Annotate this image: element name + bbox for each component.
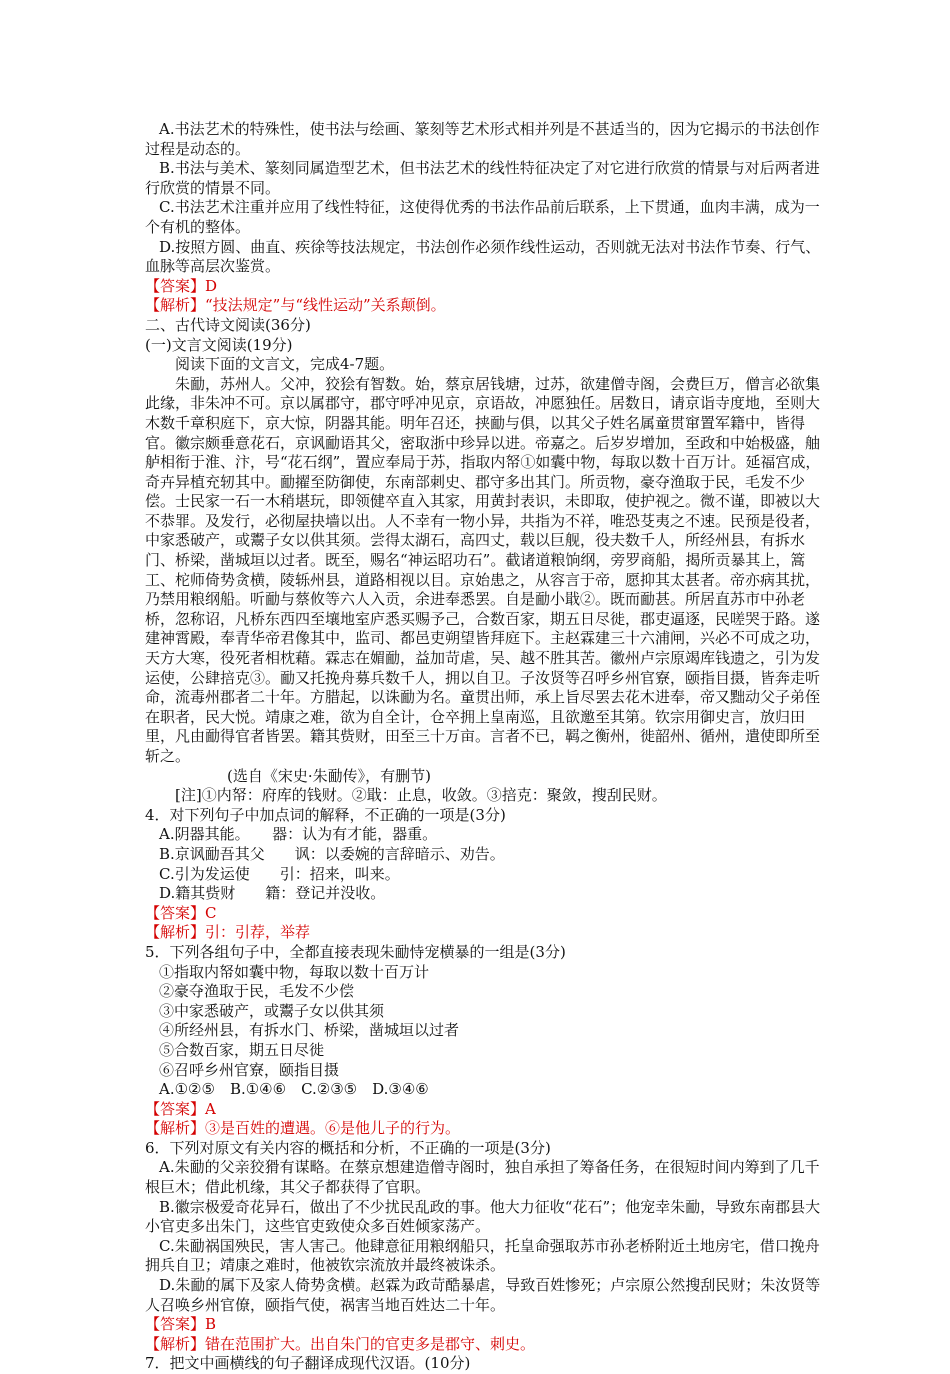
q4-option-c: C.引为发运使 引：招来，叫来。 bbox=[159, 864, 400, 883]
q4-option-b: B.京讽勔吾其父 讽：以委婉的言辞暗示、劝告。 bbox=[159, 844, 505, 863]
q6-option-c: C.朱勔祸国殃民，害人害己。他肆意征用粮纲船只，托皇命强取苏市孙老桥附近土地房宅，借口挽舟拥兵自卫；靖康之难时，他被钦宗流放并最终被诛杀。 bbox=[145, 1236, 820, 1275]
q3-option-d: D.按照方圆、曲直、疾徐等技法规定，书法创作必须作线性运动，否则就无法对书法作节奏、行气、血脉等高层次鉴赏。 bbox=[145, 237, 821, 276]
section2-heading: 二、古代诗文阅读(36分) bbox=[145, 315, 311, 334]
passage-notes: [注]①内帑：府库的钱财。②戢：止息，收敛。③掊克：聚敛，搜刮民财。 bbox=[175, 786, 667, 805]
q7-stem: 7．把文中画横线的句子翻译成现代汉语。(10分) bbox=[145, 1354, 471, 1373]
q4-stem: 4．对下列句子中加点词的解释，不正确的一项是(3分) bbox=[145, 805, 506, 824]
document-page bbox=[145, 120, 825, 1374]
q3-option-c: C.书法艺术注重并应用了线性特征，这使得优秀的书法作品前后联系，上下贯通，血肉丰满，成为一个有机的整体。 bbox=[145, 198, 820, 236]
q5-analysis: 【解析】③是百姓的遭遇。⑥是他儿子的行为。 bbox=[145, 1119, 461, 1138]
q5-item-6: ⑥召呼乡州官寮，颐指目摄 bbox=[159, 1060, 340, 1079]
q6-option-a: A.朱勔的父亲狡猾有谋略。在蔡京想建造僧寺阁时，独自承担了筹备任务，在很短时间内筹到了几千根巨木；借此机缘，其父子都获得了官职。 bbox=[145, 1158, 820, 1197]
q5-item-4: ④所经州县，有拆水门、桥梁，凿城垣以过者 bbox=[159, 1021, 460, 1040]
q4-option-d: D.籍其赀财 籍：登记并没收。 bbox=[159, 884, 386, 903]
q5-item-5: ⑤合数百家，期五日尽徙 bbox=[159, 1040, 325, 1059]
q4-analysis: 【解析】引：引荐，举荐 bbox=[145, 923, 311, 942]
q6-answer: 【答案】B bbox=[145, 1315, 217, 1334]
classical-passage: 朱勔，苏州人。父冲，狡狯有智数。始，蔡京居钱塘，过苏，欲建僧寺阁，会费巨万，僧言必欲集此缘，非朱冲不可。京以属郡守，郡守呼冲见京，京语故，冲愿独任。居数日，请京诣寺度地，至则大木数千章积庭下，京大惊，阴器其能。明年召还，挟勔与俱，以其父子姓名属童贯窜置军籍中，皆得官。徽宗颇垂意花石，京讽勔语其父，密取浙中珍异以进。帝嘉之。后岁岁增加，至政和中始极盛，舳舻相衔于淮、汴，号“花石纲”，置应奉局于苏，指取内帑①如囊中物，每取以数十百万计。延福宫成，奇卉异植充轫其中。勔擢至防御使，东南部刺史、郡守多出其门。所贡物，豪夺渔取于民，毛发不少偿。士民家一石一木稍堪玩，即领健卒直入其家，用黄封表识，未即取，使护视之。微不谨，即被以大不恭罪。及发行，必彻屋抉墙以出。人不幸有一物小异，共指为不祥，唯恐芟夷之不速。民预是役者，中家悉破产，或鬻子女以供其须。尝得太湖石，高四丈，载以巨舰，役夫数千人，所经州县，有拆水门、桥梁，凿城垣以过者。既至，赐名“神运昭功石”。截诸道粮饷纲，旁罗商船，揭所贡暴其上，篙工、柁师倚势贪横，陵轹州县，道路相视以目。京始患之，从容言于帝，愿抑其太甚者。帝亦病其扰，乃禁用粮纲船。听勔与蔡攸等六人入贡，余进奉悉罢。自是勔小戢②。既而勔甚。所居直苏市中孙老桥，忽称诏，凡桥东西四至壤地室庐悉买赐予己，合数百家，期五日尽徙，郡吏逼逐，民嗟哭于路。遂建神霄殿，奉青华帝君像其中，监司、都邑吏朔望皆拜庭下。主赵霖建三十六浦闸，兴必不可成之功，天方大寒，役死者相枕藉。霖志在媚勔，益加苛虐，吴、越不胜其苦。徽州卢宗原竭库钱遗之，引为发运使，公肆掊克③。勔又托挽舟募兵数千人，拥以自卫。子汝贤等召呼乡州官寮，颐指目摄，皆奔走听命，流毒州郡者二十年。方腊起，以诛勔为名。童贯出师，承上旨尽罢去花木进奉，帝又黜动父子弟侄在职者，民大悦。靖康之难，欲为自全计，仓卒拥上皇南巡，且欲邀至其第。钦宗用御史言，放归田里，凡由勔得官者皆罢。籍其赀财，田至三十万亩。言者不已，羁之衡州，徙韶州、循州，遣使即所至斩之。 bbox=[145, 374, 821, 765]
q5-choices: A.①②⑤ B.①④⑥ C.②③⑤ D.③④⑥ bbox=[159, 1080, 429, 1099]
q4-option-a: A.阴器其能。 器：认为有才能，器重。 bbox=[159, 825, 438, 844]
q5-item-2: ②豪夺渔取于民，毛发不少偿 bbox=[159, 982, 355, 1001]
q5-item-3: ③中家悉破产，或鬻子女以供其须 bbox=[159, 1001, 385, 1020]
q6-stem: 6．下列对原文有关内容的概括和分析，不正确的一项是(3分) bbox=[145, 1138, 551, 1157]
q6-option-d: D.朱勔的属下及家人倚势贪横。赵霖为政苛酷暴虐，导致百姓惨死；卢宗原公然搜刮民财；朱汝贤等人召唤乡州官僚，颐指气使，祸害当地百姓达二十年。 bbox=[145, 1276, 821, 1314]
q5-stem: 5．下列各组句子中，全都直接表现朱勔恃宠横暴的一组是(3分) bbox=[145, 942, 566, 961]
q5-answer: 【答案】A bbox=[145, 1099, 216, 1118]
q6-analysis: 【解析】错在范围扩大。出自朱门的官吏多是郡守、刺史。 bbox=[145, 1334, 536, 1353]
reading-instruction: 阅读下面的文言文，完成4-7题。 bbox=[175, 355, 395, 374]
q3-option-b: B.书法与美术、篆刻同属造型艺术，但书法艺术的线性特征决定了对它进行欣赏的情景与对后两者进行欣赏的情景不同。 bbox=[145, 159, 820, 197]
q3-answer: 【答案】D bbox=[145, 276, 218, 295]
passage-source: (选自《宋史·朱勔传》，有删节) bbox=[227, 766, 431, 785]
section2-subheading: (一)文言文阅读(19分) bbox=[145, 335, 293, 354]
q3-analysis: 【解析】“技法规定”与“线性运动”关系颠倒。 bbox=[145, 296, 446, 315]
q4-answer: 【答案】C bbox=[145, 903, 217, 922]
q5-item-1: ①指取内帑如囊中物，每取以数十百万计 bbox=[159, 962, 430, 981]
q6-option-b: B.徽宗极爱奇花异石，做出了不少扰民乱政的事。他大力征收“花石”；他宠幸朱勔，导致东南郡县大小官吏多出朱门，这些官吏致使众多百姓倾家荡产。 bbox=[145, 1197, 821, 1236]
q3-options bbox=[145, 120, 825, 277]
q3-option-a: A.书法艺术的特殊性，使书法与绘画、篆刻等艺术形式相并列是不甚适当的，因为它揭示的书法创作过程是动态的。 bbox=[145, 120, 820, 158]
